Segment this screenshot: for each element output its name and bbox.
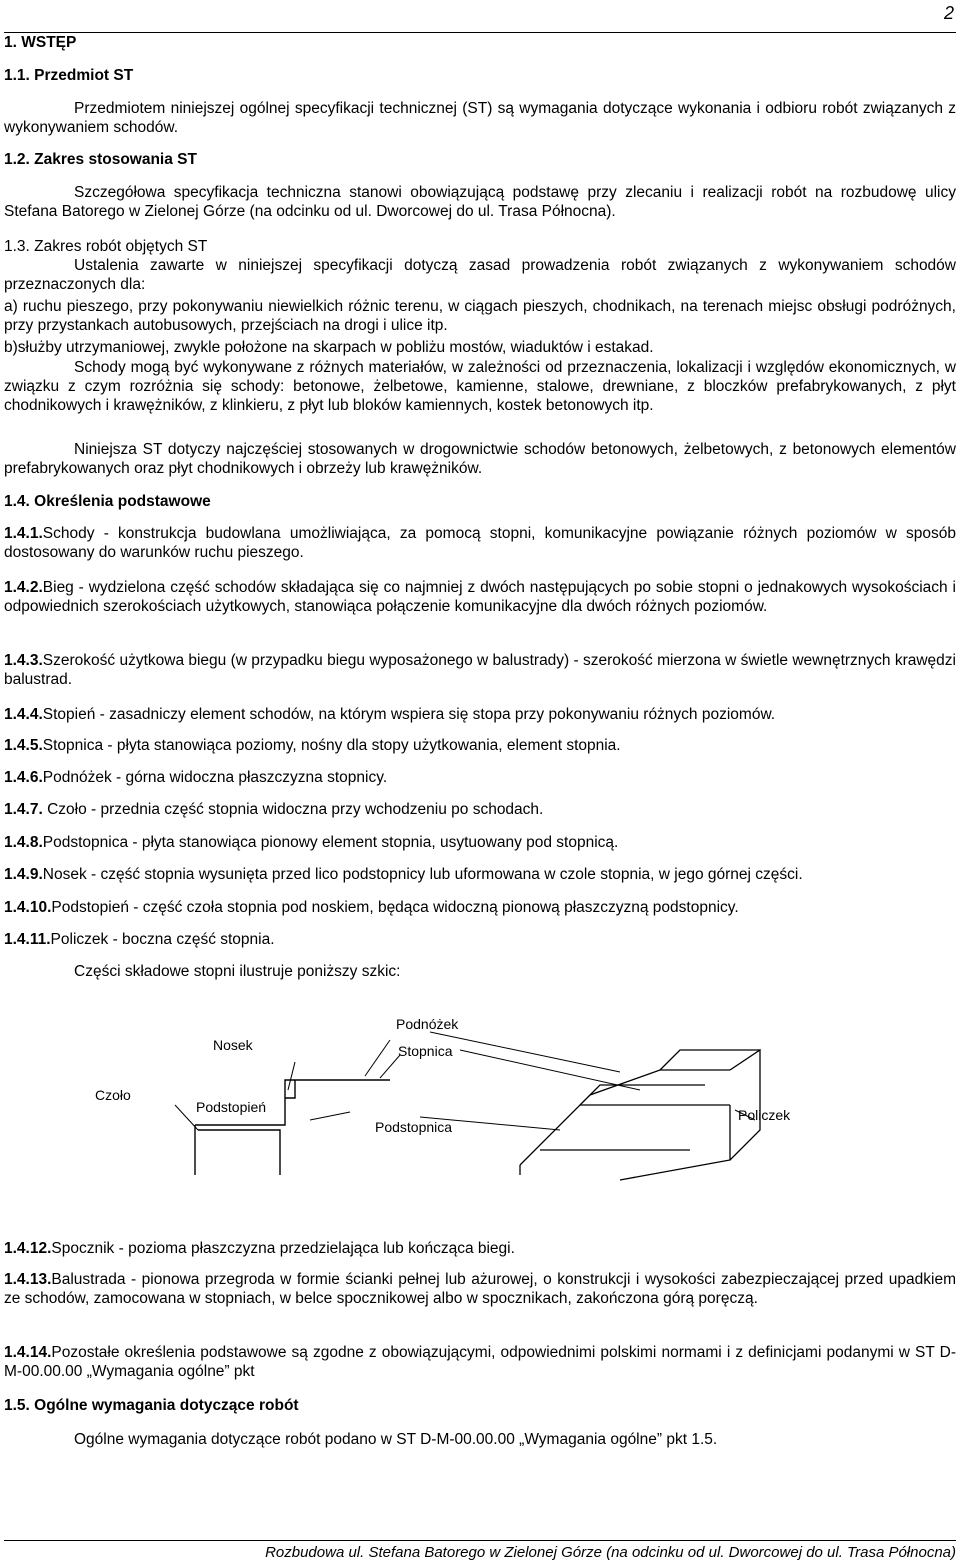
definition-1-4-4 bbox=[4, 705, 956, 724]
definition-text: Bieg - wydzielona część schodów składająca się co najmniej z dwóch następujących po sobie stopni o jednakowych wysokościach i odpowiednich szerokościach użytkowych, stanowiąca połączenie komunikacyjne dla dwóch różnych poziomów. bbox=[4, 579, 956, 615]
definition-1-4-9 bbox=[4, 865, 956, 884]
definition-1-4-7 bbox=[4, 800, 956, 819]
sketch-label-podnozek: Podnóżek bbox=[396, 1016, 459, 1032]
leader-nosek bbox=[288, 1062, 295, 1090]
definition-text: Stopnica - płyta stanowiąca poziomy, nośny dla stopy użytkowania, element stopnia. bbox=[42, 737, 621, 754]
heading-1-3: 1.3. Zakres robót objętych ST bbox=[4, 238, 208, 255]
paragraph-1-3-b: b)służby utrzymaniowej, zwykle położone na skarpach w pobliżu mostów, wiaduktów i estakad. bbox=[4, 339, 654, 356]
definition-number: 1.4.4. bbox=[4, 706, 43, 723]
definition-1-4-8 bbox=[4, 833, 956, 852]
definition-text: Policzek - boczna część stopnia. bbox=[50, 931, 275, 948]
definition-text: Pozostałe określenia podstawowe są zgodne z obowiązującymi, odpowiednimi polskimi normami i z definicjami podanymi w ST D-M-00.00.00 „Wymagania ogólne” pkt bbox=[4, 1344, 956, 1380]
definition-number: 1.4.1. bbox=[4, 525, 43, 542]
definition-number: 1.4.13. bbox=[4, 1271, 52, 1288]
leader-stopnica bbox=[460, 1050, 640, 1090]
sketch-label-policzek: Policzek bbox=[738, 1107, 791, 1123]
sketch-intro: Części składowe stopni ilustruje poniższy szkic: bbox=[74, 963, 401, 980]
definition-number: 1.4.11. bbox=[4, 931, 51, 948]
leader-czolo bbox=[175, 1105, 198, 1130]
right-stair-perspective bbox=[520, 1050, 760, 1180]
definition-number: 1.4.8. bbox=[4, 834, 43, 851]
definition-number: 1.4.10. bbox=[4, 899, 52, 916]
heading-1-1: 1.1. Przedmiot ST bbox=[4, 67, 134, 84]
definition-text: Nosek - część stopnia wysunięta przed lico podstopnicy lub uformowana w czole stopnia, w jego górnej części. bbox=[42, 866, 803, 883]
sketch-label-stopnica: Stopnica bbox=[398, 1043, 453, 1059]
definition-number: 1.4.6. bbox=[4, 769, 43, 786]
sketch-label-podstopien: Podstopień bbox=[196, 1099, 267, 1115]
sketch-label-czolo: Czoło bbox=[95, 1087, 131, 1103]
definition-text: Szerokość użytkowa biegu (w przypadku biegu wyposażonego w balustrady) - szerokość mierzona w świetle wewnętrznych krawędzi balustrad. bbox=[4, 652, 956, 688]
definition-number: 1.4.14. bbox=[4, 1344, 52, 1361]
definition-1-4-13 bbox=[4, 1270, 956, 1308]
definition-text: Podnóżek - górna widoczna płaszczyzna stopnicy. bbox=[42, 769, 388, 786]
paragraph-1-3-materials: Schody mogą być wykonywane z różnych materiałów, w zależności od przeznaczenia, lokalizacji i względów ekonomicznych, w związku z czym rozróżnia się schody: betonowe, żelbetowe, kamienne, stalowe, drewniane, z bloczków prefabrykowanych, z płyt chodnikowych i krawężników, z klinkieru, z płyt lub bloków kamiennych, kostek betonowych itp. bbox=[4, 359, 956, 414]
definition-text: Stopień - zasadniczy element schodów, na którym wspiera się stopa przy pokonywaniu różnych poziomów. bbox=[42, 706, 776, 723]
sketch-label-nosek: Nosek bbox=[213, 1037, 253, 1053]
leader-podstopien bbox=[310, 1112, 350, 1120]
definition-1-4-1 bbox=[4, 524, 956, 562]
left-step-section bbox=[195, 1080, 390, 1175]
definition-number: 1.4.5. bbox=[4, 737, 43, 754]
heading-1: 1. WSTĘP bbox=[4, 34, 77, 51]
paragraph-1-3-scope: Niniejsza ST dotyczy najczęściej stosowanych w drogownictwie schodów betonowych, żelbetowych, z betonowych elementów prefabrykowanych oraz płyt chodnikowych i obrzeży lub krawężników. bbox=[4, 441, 956, 477]
page-footer: Rozbudowa ul. Stefana Batorego w Zielonej Górze (na odcinku od ul. Dworcowej do ul. Trasa Północna) bbox=[4, 1540, 956, 1562]
heading-1-4: 1.4. Określenia podstawowe bbox=[4, 493, 211, 510]
heading-1-5: 1.5. Ogólne wymagania dotyczące robót bbox=[4, 1397, 299, 1414]
definition-1-4-3 bbox=[4, 651, 956, 689]
definition-1-4-11 bbox=[4, 930, 956, 949]
definition-1-4-6 bbox=[4, 768, 956, 787]
definition-number: 1.4.7. bbox=[4, 801, 43, 818]
heading-1-2: 1.2. Zakres stosowania ST bbox=[4, 151, 197, 168]
definition-1-4-12 bbox=[4, 1239, 956, 1258]
definition-text: Podstopień - część czoła stopnia pod noskiem, będąca widoczną pionową płaszczyzną podstopnicy. bbox=[51, 899, 739, 916]
sketch-label-podstopnica: Podstopnica bbox=[375, 1119, 453, 1135]
paragraph-1-1: Przedmiotem niniejszej ogólnej specyfikacji technicznej (ST) są wymagania dotyczące wykonania i odbioru robót związanych z wykonywaniem schodów. bbox=[4, 100, 956, 136]
leader-stopnica-left bbox=[380, 1055, 400, 1078]
page-header-rule bbox=[4, 3, 956, 33]
paragraph-1-5: Ogólne wymagania dotyczące robót podano w ST D-M-00.00.00 „Wymagania ogólne” pkt 1.5. bbox=[74, 1431, 718, 1448]
stair-parts-sketch bbox=[80, 1010, 800, 1185]
definition-1-4-10 bbox=[4, 898, 956, 917]
definition-1-4-14 bbox=[4, 1343, 956, 1381]
paragraph-1-3-intro: Ustalenia zawarte w niniejszej specyfikacji dotyczą zasad prowadzenia robót związanych z wykonywaniem schodów przeznaczonych dla: bbox=[4, 257, 956, 293]
definition-1-4-5 bbox=[4, 736, 956, 755]
paragraph-1-2: Szczegółowa specyfikacja techniczna stanowi obowiązującą podstawę przy zlecaniu i realizacji robót na rozbudowę ulicy Stefana Batorego w Zielonej Górze (na odcinku od ul. Dworcowej do ul. Trasa Północna). bbox=[4, 184, 956, 220]
definition-1-4-2 bbox=[4, 578, 956, 616]
definition-text: Spocznik - pozioma płaszczyzna przedzielająca lub kończąca biegi. bbox=[51, 1240, 515, 1257]
definition-number: 1.4.9. bbox=[4, 866, 43, 883]
definition-number: 1.4.12. bbox=[4, 1240, 52, 1257]
definition-number: 1.4.3. bbox=[4, 652, 43, 669]
definition-text: Czoło - przednia część stopnia widoczna przy wchodzeniu po schodach. bbox=[42, 801, 544, 818]
page-number: 2 bbox=[943, 3, 954, 23]
paragraph-1-3-a: a) ruchu pieszego, przy pokonywaniu niewielkich różnic terenu, w ciągach pieszych, chodnikach, na terenach miejsc obsługi podróżnych, przy przystankach autobusowych, przejściach na drogi i ulice itp. bbox=[4, 298, 956, 334]
definition-text: Schody - konstrukcja budowlana umożliwiająca, za pomocą stopni, komunikacyjne powiązanie różnych poziomów w sposób dostosowany do warunków ruchu pieszego. bbox=[4, 525, 956, 561]
definition-text: Podstopnica - płyta stanowiąca pionowy element stopnia, usytuowany pod stopnicą. bbox=[42, 834, 619, 851]
leader-podnozek bbox=[430, 1032, 620, 1072]
definition-text: Balustrada - pionowa przegroda w formie ścianki pełnej lub ażurowej, o konstrukcji i wysokości zabezpieczającej przed upadkiem ze schodów, zamocowana w stopniach, w belce spocznikowej albo w spocznikach, zakończona górą poręczą. bbox=[4, 1271, 956, 1307]
definition-number: 1.4.2. bbox=[4, 579, 43, 596]
